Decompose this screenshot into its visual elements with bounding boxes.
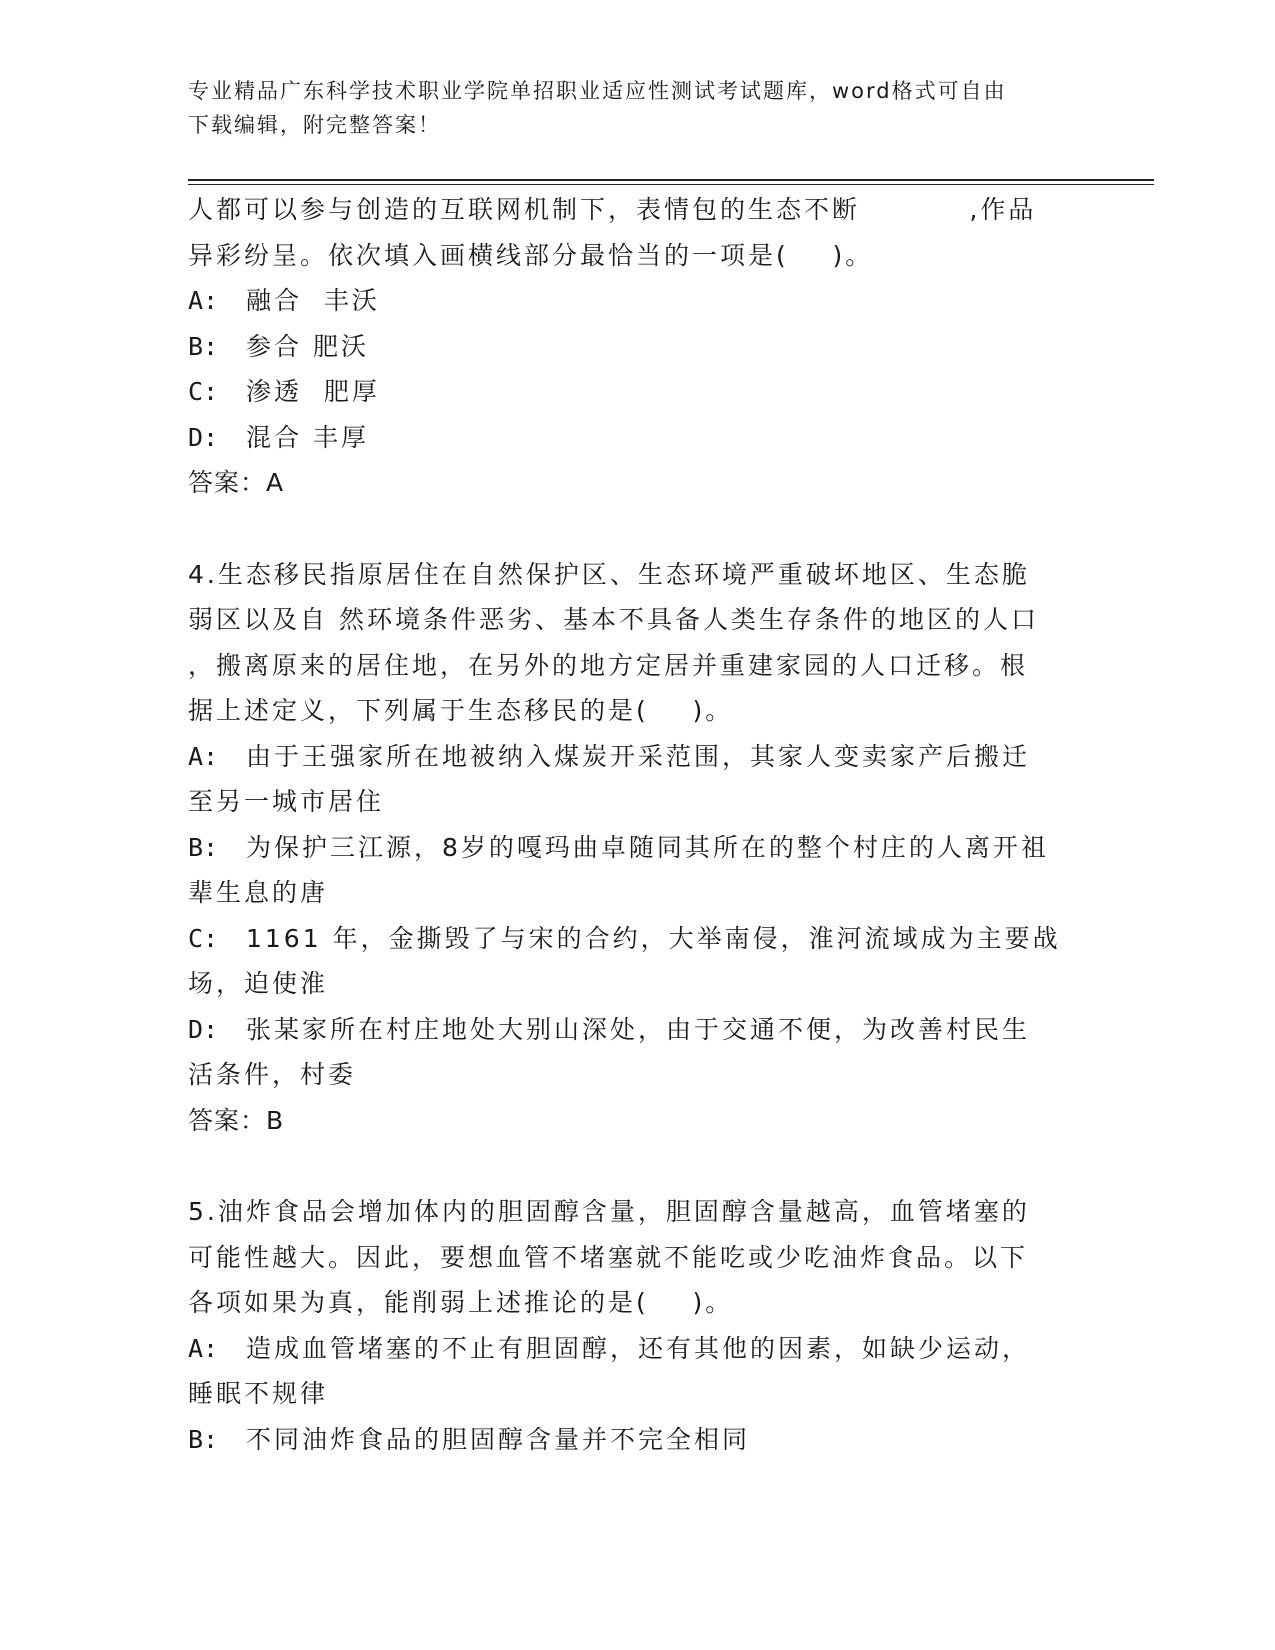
document-body bbox=[188, 187, 1088, 1462]
answer-line: 答案：B bbox=[188, 1105, 285, 1135]
question-stem-line: 据上述定义，下列属于生态移民的是( )。 bbox=[188, 696, 734, 725]
header-divider-thin bbox=[188, 184, 1154, 185]
option-text: 1161 年，金撕毁了与宋的合约，大举南侵，淮河流域成为主要战 bbox=[246, 923, 1061, 953]
option-a bbox=[188, 734, 1088, 780]
option-a bbox=[188, 278, 1088, 324]
option-a-continuation: 至另一城市居住 bbox=[188, 787, 385, 816]
question-stem-line: 4.生态移民指原居住在自然保护区、生态环境严重破坏地区、生态脆 bbox=[188, 559, 1030, 589]
option-c bbox=[188, 916, 1088, 962]
option-text: 融合 丰沃 bbox=[246, 286, 380, 315]
option-d-continuation: 活条件，村委 bbox=[188, 1060, 357, 1089]
question-spacer bbox=[188, 1143, 1088, 1189]
question-stem-line: 弱区以及自 然环境条件恶劣、基本不具备人类生存条件的地区的人口 bbox=[188, 605, 1039, 634]
option-b bbox=[188, 825, 1088, 871]
document-header bbox=[188, 74, 1088, 142]
option-b bbox=[188, 1417, 1088, 1463]
option-text: 混合 丰厚 bbox=[246, 422, 369, 452]
option-c-continuation: 场，迫使淮 bbox=[188, 969, 329, 998]
header-divider-thick bbox=[188, 179, 1154, 181]
option-d bbox=[188, 415, 1088, 461]
option-d bbox=[188, 1007, 1088, 1053]
option-label: D: bbox=[188, 422, 219, 452]
option-label: C: bbox=[188, 923, 219, 953]
option-text: 参合 肥沃 bbox=[246, 331, 369, 361]
question-spacer bbox=[188, 506, 1088, 552]
question-stem-line: 异彩纷呈。依次填入画横线部分最恰当的一项是( )。 bbox=[188, 240, 874, 270]
option-a bbox=[188, 1326, 1088, 1372]
question-stem-line: 5.油炸食品会增加体内的胆固醇含量，胆固醇含量越高，血管堵塞的 bbox=[188, 1197, 1030, 1226]
option-b-continuation: 辈生息的唐 bbox=[188, 878, 329, 907]
option-text: 造成血管堵塞的不止有胆固醇，还有其他的因素，如缺少运动， bbox=[246, 1333, 1031, 1363]
option-label: B: bbox=[188, 331, 219, 361]
option-label: B: bbox=[188, 1424, 219, 1454]
option-text: 为保护三江源，8岁的嘎玛曲卓随同其所在的整个村庄的人离开祖 bbox=[246, 832, 1049, 862]
answer-line: 答案：A bbox=[188, 468, 285, 497]
question-stem-line: ，搬离原来的居住地，在另外的地方定居并重建家园的人口迁移。根 bbox=[188, 650, 1029, 680]
option-label: C: bbox=[188, 377, 219, 406]
option-text: 由于王强家所在地被纳入煤炭开采范围，其家人变卖家产后搬迁 bbox=[246, 741, 1031, 771]
option-a-continuation: 睡眠不规律 bbox=[188, 1379, 329, 1408]
question-4 bbox=[188, 552, 1088, 1144]
option-text: 不同油炸食品的胆固醇含量并不完全相同 bbox=[246, 1424, 751, 1454]
option-label: B: bbox=[188, 832, 219, 862]
question-stem-line: 可能性越大。因此，要想血管不堵塞就不能吃或少吃油炸食品。以下 bbox=[188, 1242, 1029, 1272]
option-c bbox=[188, 369, 1088, 415]
header-line-2: 下载编辑，附完整答案！ bbox=[188, 113, 441, 137]
option-label: A: bbox=[188, 741, 219, 771]
question-3 bbox=[188, 187, 1088, 506]
option-b bbox=[188, 324, 1088, 370]
question-stem-line: 各项如果为真，能削弱上述推论的是( )。 bbox=[188, 1288, 734, 1317]
option-label: A: bbox=[188, 1333, 219, 1363]
option-label: D: bbox=[188, 1014, 219, 1044]
option-text: 渗透 肥厚 bbox=[246, 377, 380, 406]
question-5 bbox=[188, 1189, 1088, 1462]
header-line-1: 专业精品广东科学技术职业学院单招职业适应性测试考试题库，word格式可自由 bbox=[188, 79, 1007, 103]
option-text: 张某家所在村庄地处大别山深处，由于交通不便，为改善村民生 bbox=[246, 1014, 1031, 1044]
question-stem-line: 人都可以参与创造的互联网机制下，表情包的生态不断 ,作品 bbox=[188, 195, 1037, 224]
option-label: A: bbox=[188, 286, 219, 315]
